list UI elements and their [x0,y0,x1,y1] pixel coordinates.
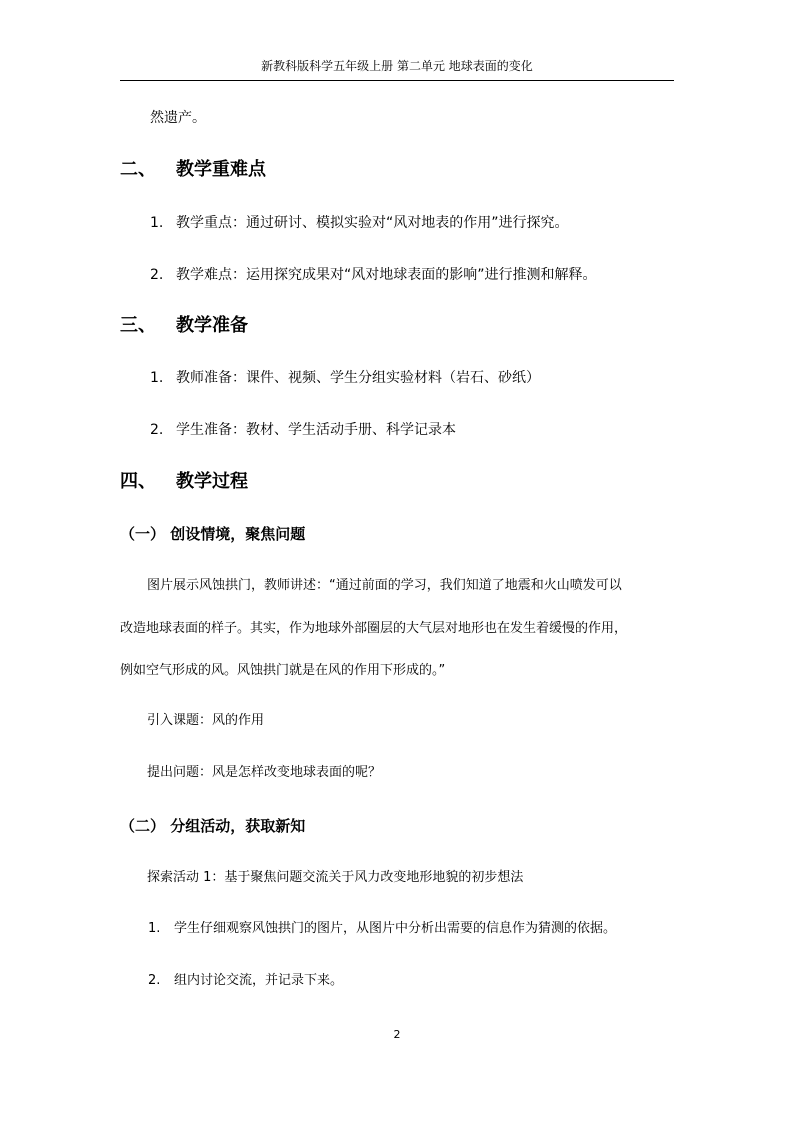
part-1-paragraph-line-3: 例如空气形成的风。风蚀拱门就是在风的作用下形成的。” [120,663,446,678]
section-4-number: 四、 [120,471,156,492]
section-3-item-1-text: 教师准备：课件、视频、学生分组实验材料（岩石、砂纸） [176,370,540,386]
page-header: 新教科版科学五年级上册 第二单元 地球表面的变化 [261,59,533,73]
continuation-text: 然遗产。 [150,110,206,126]
section-2-item-1-number: 1. [150,215,164,231]
part-2-item-2-text: 组内讨论交流，并记录下来。 [174,973,344,988]
section-2-item-2-text: 教学难点：运用探究成果对“风对地球表面的影响”进行推测和解释。 [176,267,597,283]
section-2-item-1-text: 教学重点：通过研讨、模拟实验对“风对地表的作用”进行探究。 [176,215,569,231]
section-2-number: 二、 [120,159,156,180]
part-2-title: （二） 分组活动，获取新知 [120,817,306,835]
part-2-activity: 探索活动 1：基于聚焦问题交流关于风力改变地形地貌的初步想法 [147,870,524,885]
part-2-item-2-number: 2. [148,973,161,988]
section-3-title: 教学准备 [176,315,248,336]
page-number: 2 [393,1028,401,1041]
part-1-paragraph-line-1: 图片展示风蚀拱门，教师讲述：“通过前面的学习，我们知道了地震和火山喷发可以 [147,578,622,593]
section-3-item-1-number: 1. [150,370,164,386]
section-3-number: 三、 [120,315,156,336]
part-1-topic: 引入课题：风的作用 [147,713,265,728]
section-2-item-2-number: 2. [150,267,164,283]
part-1-paragraph-line-2: 改造地球表面的样子。其实，作为地球外部圈层的大气层对地形也在发生着缓慢的作用， [120,621,628,636]
section-3-item-2-number: 2. [150,422,164,438]
part-1-title: （一） 创设情境，聚焦问题 [120,525,306,543]
part-1-question: 提出问题：风是怎样改变地球表面的呢？ [147,765,382,780]
section-2-title: 教学重难点 [176,159,266,180]
part-2-item-1-text: 学生仔细观察风蚀拱门的图片，从图片中分析出需要的信息作为猜测的依据。 [174,921,617,936]
section-3-item-2-text: 学生准备：教材、学生活动手册、科学记录本 [176,422,456,438]
header-divider [120,80,674,81]
part-2-item-1-number: 1. [148,921,161,936]
section-4-title: 教学过程 [176,471,248,492]
